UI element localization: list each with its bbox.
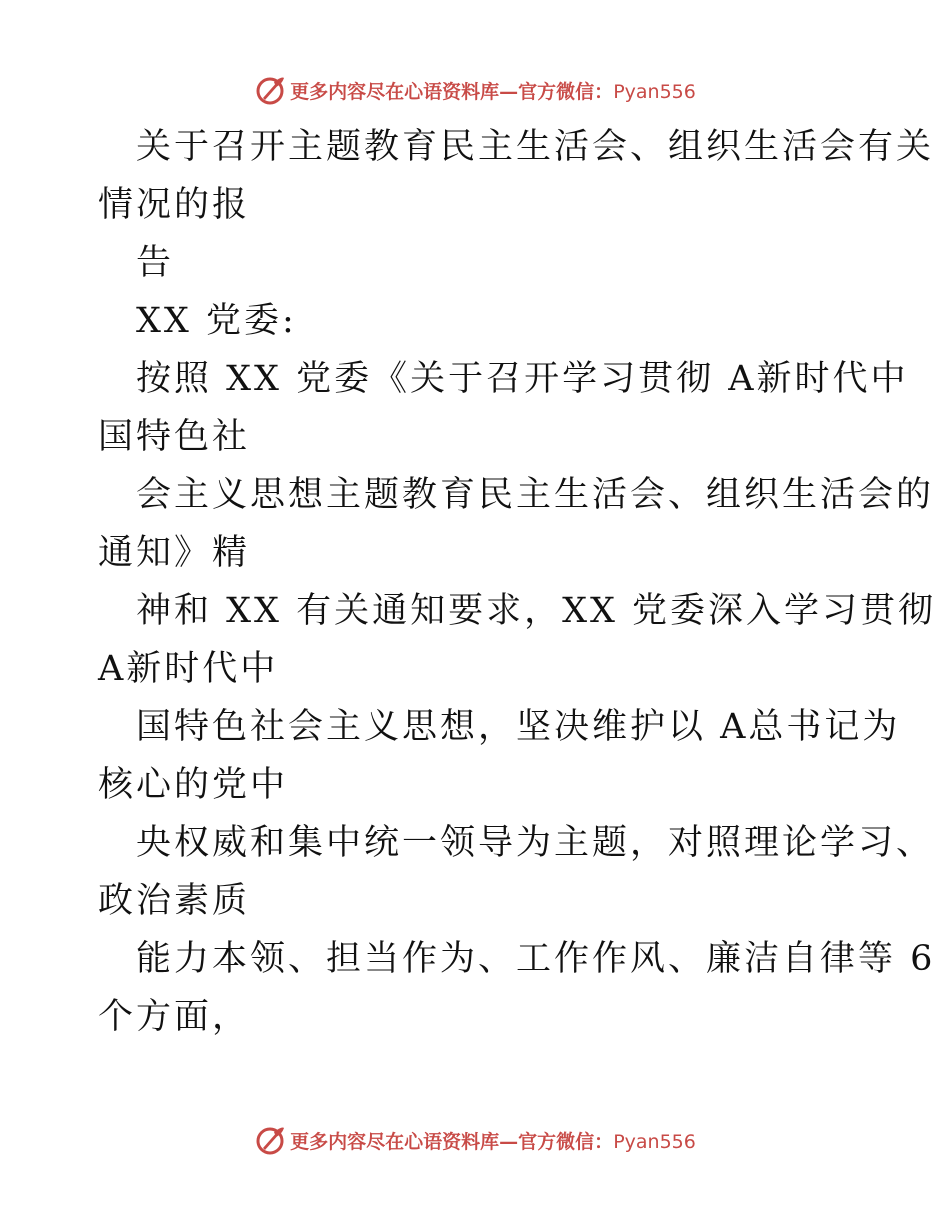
header-banner-sep: —官方微信： — [499, 80, 614, 103]
document-line: 情况的报 — [98, 185, 251, 225]
document-line: 核心的党中 — [98, 765, 289, 805]
document-line: 神和 XX 有关通知要求，XX 党委深入学习贯彻 — [136, 591, 937, 631]
document-body — [98, 118, 937, 1046]
header-wechat-id: Pyan556 — [613, 80, 696, 103]
quill-circle-logo-icon — [254, 1124, 286, 1156]
document-line: 按照 XX 党委《关于召开学习贯彻 A新时代中 — [136, 359, 909, 399]
footer-banner-text — [290, 1127, 696, 1154]
document-line: 关于召开主题教育民主生活会、组织生活会有关 — [136, 127, 935, 167]
document-line: A新时代中 — [98, 649, 279, 689]
document-line: 国特色社 — [98, 417, 251, 457]
footer-banner-sep: —官方微信： — [499, 1130, 614, 1153]
footer-banner-main: 更多内容尽在心语资料库 — [290, 1130, 500, 1153]
document-line: 国特色社会主义思想，坚决维护以 A总书记为 — [136, 707, 901, 747]
header-banner-main: 更多内容尽在心语资料库 — [290, 80, 500, 103]
quill-circle-logo-icon — [254, 74, 286, 106]
document-line: 央权威和集中统一领导为主题，对照理论学习、 — [136, 823, 935, 863]
document-line: 会主义思想主题教育民主生活会、组织生活会的 — [136, 475, 935, 515]
document-line: 通知》精 — [98, 533, 251, 573]
footer-wechat-id: Pyan556 — [613, 1130, 696, 1153]
document-line: 政治素质 — [98, 881, 251, 921]
header-banner — [0, 68, 950, 112]
footer-banner — [0, 1118, 950, 1162]
header-banner-text — [290, 77, 696, 104]
document-line: 能力本领、担当作为、工作作风、廉洁自律等 6 — [136, 939, 936, 979]
document-line: XX 党委: — [136, 301, 297, 341]
document-line: 告 — [136, 243, 175, 283]
document-line: 个方面， — [98, 997, 251, 1037]
